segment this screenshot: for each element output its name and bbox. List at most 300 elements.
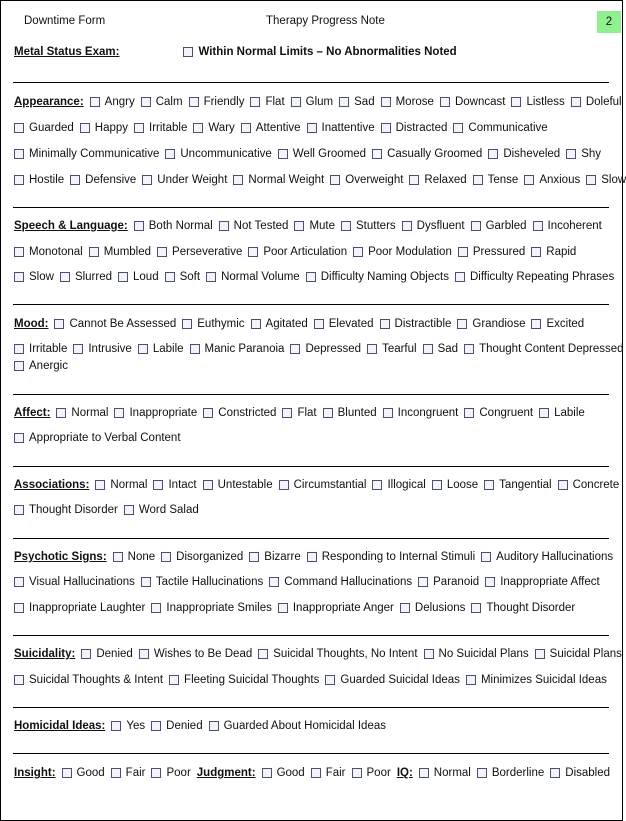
checkbox[interactable] [278, 149, 288, 159]
checkbox[interactable] [353, 247, 363, 257]
option-label: Irritable [149, 122, 188, 134]
checkbox[interactable] [142, 175, 152, 185]
checkbox[interactable] [314, 319, 324, 329]
checkbox[interactable] [138, 344, 148, 354]
checkbox[interactable] [432, 480, 442, 490]
option-good[interactable] [262, 767, 305, 779]
checkbox[interactable] [550, 768, 560, 778]
option-suicidal-plans[interactable] [535, 648, 622, 660]
option-sad[interactable] [339, 96, 374, 108]
option-loud[interactable] [118, 271, 159, 283]
divider [13, 394, 609, 395]
checkbox[interactable] [586, 175, 596, 185]
option-label: Garbled [485, 220, 527, 232]
checkbox[interactable] [307, 123, 317, 133]
option-dysfluent[interactable] [402, 220, 465, 232]
checkbox[interactable] [372, 480, 382, 490]
option-good[interactable] [62, 767, 105, 779]
option-distractible[interactable] [380, 318, 452, 330]
option-tactile-hallucinations[interactable] [141, 576, 263, 588]
checkbox[interactable] [294, 221, 304, 231]
option-doleful[interactable] [571, 96, 622, 108]
option-uncommunicative[interactable] [165, 148, 271, 160]
checkbox[interactable] [455, 272, 465, 282]
checkbox[interactable] [571, 97, 581, 107]
option-difficulty-naming-objects[interactable] [306, 271, 449, 283]
option-normal[interactable] [95, 479, 147, 491]
option-friendly[interactable] [189, 96, 245, 108]
option-thought-content-depressed[interactable] [464, 343, 623, 355]
option-label: Loose [446, 479, 479, 491]
option-intrusive[interactable] [73, 343, 131, 355]
option-label: Stutters [356, 220, 396, 232]
checkbox[interactable] [14, 123, 24, 133]
option-label: Tactile Hallucinations [155, 576, 264, 588]
option-paranoid[interactable] [418, 576, 479, 588]
checkbox[interactable] [14, 175, 24, 185]
option-downcast[interactable] [440, 96, 506, 108]
associations-label: Associations: [14, 479, 90, 491]
checkbox[interactable] [380, 319, 390, 329]
checkbox[interactable] [464, 344, 474, 354]
checkbox[interactable] [262, 768, 272, 778]
checkbox[interactable] [161, 552, 171, 562]
divider [13, 707, 609, 708]
checkbox[interactable] [241, 123, 251, 133]
option-attentive[interactable] [241, 122, 301, 134]
option-thought-disorder[interactable] [471, 602, 575, 614]
checkbox[interactable] [89, 247, 99, 257]
option-thought-disorder[interactable] [14, 504, 118, 516]
checkbox[interactable] [566, 149, 576, 159]
checkbox[interactable] [325, 675, 335, 685]
option-irritable[interactable] [134, 122, 187, 134]
checkbox[interactable] [70, 175, 80, 185]
checkbox[interactable] [457, 319, 467, 329]
option-label: Poor [366, 767, 391, 779]
option-denied[interactable] [151, 720, 202, 732]
option-perseverative[interactable] [157, 246, 242, 258]
option-excited[interactable] [531, 318, 584, 330]
checkbox[interactable] [307, 552, 317, 562]
option-normal[interactable] [419, 767, 471, 779]
option-denied[interactable] [81, 648, 132, 660]
option-constricted[interactable] [203, 407, 276, 419]
checkbox[interactable] [14, 577, 24, 587]
option-fleeting-suicidal-thoughts[interactable] [169, 674, 319, 686]
option-labile[interactable] [138, 343, 184, 355]
checkbox[interactable] [471, 221, 481, 231]
option-none[interactable] [113, 551, 156, 563]
checkbox[interactable] [14, 361, 24, 371]
option-yes[interactable] [111, 720, 145, 732]
option-normal[interactable] [56, 407, 108, 419]
option-guarded[interactable] [14, 122, 74, 134]
option-incongruent[interactable] [383, 407, 459, 419]
option-appropriate-to-verbal-content[interactable] [14, 432, 181, 444]
checkbox[interactable] [14, 149, 24, 159]
checkbox[interactable] [423, 344, 433, 354]
option-label: Sad [354, 96, 375, 108]
option-euthymic[interactable] [182, 318, 244, 330]
option-depressed[interactable] [290, 343, 361, 355]
option-tense[interactable] [473, 174, 519, 186]
checkbox[interactable] [60, 272, 70, 282]
option-label: Incoherent [547, 220, 602, 232]
checkbox[interactable] [290, 344, 300, 354]
checkbox[interactable] [402, 221, 412, 231]
checkbox[interactable] [157, 247, 167, 257]
option-stutters[interactable] [341, 220, 396, 232]
option-grandiose[interactable] [457, 318, 525, 330]
checkbox[interactable] [233, 175, 243, 185]
checkbox[interactable] [383, 408, 393, 418]
option-suicidal-thoughts-no-intent[interactable] [258, 648, 417, 660]
checkbox[interactable] [419, 768, 429, 778]
option-label: Labile [152, 343, 184, 355]
option-label: Perseverative [172, 246, 243, 258]
checkbox[interactable] [558, 480, 568, 490]
checkbox[interactable] [278, 603, 288, 613]
option-labile[interactable] [539, 407, 585, 419]
checkbox[interactable] [341, 221, 351, 231]
option-poor[interactable] [352, 767, 391, 779]
option-label: Denied [96, 648, 133, 660]
option-intact[interactable] [153, 479, 196, 491]
option-elevated[interactable] [314, 318, 374, 330]
checkbox[interactable] [209, 721, 219, 731]
option-inappropriate[interactable] [114, 407, 197, 419]
checkbox[interactable] [189, 97, 199, 107]
option-monotonal[interactable] [14, 246, 83, 258]
checkbox[interactable] [141, 577, 151, 587]
option-label: Uncommunicative [180, 148, 272, 160]
option-pressured[interactable] [458, 246, 525, 258]
option-label: Monotonal [29, 246, 83, 258]
option-well-groomed[interactable] [278, 148, 366, 160]
option-visual-hallucinations[interactable] [14, 576, 135, 588]
option-inappropriate-anger[interactable] [278, 602, 394, 614]
option-slurred[interactable] [60, 271, 112, 283]
option-normal-volume[interactable] [206, 271, 300, 283]
checkbox[interactable] [62, 768, 72, 778]
option-distracted[interactable] [381, 122, 448, 134]
checkbox[interactable] [409, 175, 419, 185]
checkbox[interactable] [311, 768, 321, 778]
option-listless[interactable] [511, 96, 564, 108]
option-label: Pressured [472, 246, 526, 258]
checkbox[interactable] [14, 247, 24, 257]
option-untestable[interactable] [203, 479, 273, 491]
option-calm[interactable] [141, 96, 183, 108]
form-label: Downtime Form [24, 15, 106, 27]
option-poor-modulation[interactable] [353, 246, 452, 258]
option-no-suicidal-plans[interactable] [424, 648, 529, 660]
checkbox[interactable] [151, 603, 161, 613]
checkbox[interactable] [139, 649, 149, 659]
option-delusions[interactable] [400, 602, 466, 614]
checkbox[interactable] [90, 97, 100, 107]
checkbox[interactable] [114, 408, 124, 418]
checkbox[interactable] [485, 577, 495, 587]
option-soft[interactable] [165, 271, 200, 283]
option-minimally-communicative[interactable] [14, 148, 159, 160]
option-label: Distractible [394, 318, 452, 330]
checkbox[interactable] [80, 123, 90, 133]
option-fair[interactable] [111, 767, 146, 779]
judgment-label: Judgment: [196, 767, 256, 779]
checkbox[interactable] [206, 272, 216, 282]
checkbox[interactable] [372, 149, 382, 159]
checkbox[interactable] [141, 97, 151, 107]
option-label: Attentive [255, 122, 301, 134]
option-inappropriate-laughter[interactable] [14, 602, 145, 614]
checkbox[interactable] [424, 649, 434, 659]
option-illogical[interactable] [372, 479, 425, 491]
checkbox[interactable] [251, 319, 261, 329]
checkbox[interactable] [111, 721, 121, 731]
option-happy[interactable] [80, 122, 128, 134]
option-command-hallucinations[interactable] [269, 576, 412, 588]
checkbox[interactable] [203, 480, 213, 490]
checkbox[interactable] [323, 408, 333, 418]
checkbox[interactable] [367, 344, 377, 354]
option-concrete[interactable] [558, 479, 620, 491]
option-label: Tearful [382, 343, 417, 355]
checkbox[interactable] [14, 433, 24, 443]
option-disorganized[interactable] [161, 551, 243, 563]
option-relaxed[interactable] [409, 174, 466, 186]
option-rapid[interactable] [531, 246, 576, 258]
checkbox[interactable] [14, 505, 24, 515]
option-manic-paranoia[interactable] [190, 343, 285, 355]
option-difficulty-repeating-phrases[interactable] [455, 271, 614, 283]
checkbox[interactable] [291, 97, 301, 107]
option-wary[interactable] [193, 122, 234, 134]
option-slow[interactable] [586, 174, 626, 186]
option-overweight[interactable] [330, 174, 403, 186]
option-flat[interactable] [282, 407, 316, 419]
checkbox[interactable] [183, 47, 193, 57]
checkbox[interactable] [418, 577, 428, 587]
option-label: Downcast [454, 96, 506, 108]
checkbox[interactable] [14, 344, 24, 354]
checkbox[interactable] [14, 272, 24, 282]
checkbox[interactable] [481, 552, 491, 562]
divider [13, 635, 609, 636]
option-label: Denied [166, 720, 203, 732]
checkbox[interactable] [258, 649, 268, 659]
option-label: Disorganized [176, 551, 244, 563]
option-sad[interactable] [423, 343, 458, 355]
speech-row [14, 220, 616, 232]
option-cannot-be-assessed[interactable] [54, 318, 176, 330]
option-shy[interactable] [566, 148, 601, 160]
checkbox[interactable] [531, 247, 541, 257]
checkbox[interactable] [524, 175, 534, 185]
checkbox[interactable] [134, 221, 144, 231]
mse-option[interactable] [183, 46, 456, 58]
checkbox[interactable] [535, 649, 545, 659]
checkbox[interactable] [113, 552, 123, 562]
option-word-salad[interactable] [124, 504, 199, 516]
checkbox[interactable] [95, 480, 105, 490]
option-communicative[interactable] [453, 122, 547, 134]
option-label: Grandiose [472, 318, 526, 330]
checkbox[interactable] [458, 247, 468, 257]
option-label: Paranoid [433, 576, 480, 588]
checkbox[interactable] [352, 768, 362, 778]
option-irritable[interactable] [14, 343, 67, 355]
option-mumbled[interactable] [89, 246, 151, 258]
checkbox[interactable] [111, 768, 121, 778]
option-hostile[interactable] [14, 174, 64, 186]
option-circumstantial[interactable] [279, 479, 367, 491]
affect-label: Affect: [14, 407, 51, 419]
checkbox[interactable] [118, 272, 128, 282]
checkbox[interactable] [248, 247, 258, 257]
option-label: Excited [546, 318, 585, 330]
checkbox[interactable] [533, 221, 543, 231]
option-label: Responding to Internal Stimuli [321, 551, 476, 563]
checkbox[interactable] [464, 408, 474, 418]
option-label: Listless [526, 96, 565, 108]
checkbox[interactable] [134, 123, 144, 133]
option-congruent[interactable] [464, 407, 533, 419]
checkbox[interactable] [339, 97, 349, 107]
option-under-weight[interactable] [142, 174, 227, 186]
option-tangential[interactable] [484, 479, 551, 491]
checkbox[interactable] [203, 408, 213, 418]
checkbox[interactable] [488, 149, 498, 159]
checkbox[interactable] [249, 552, 259, 562]
option-incoherent[interactable] [533, 220, 602, 232]
checkbox[interactable] [269, 577, 279, 587]
option-auditory-hallucinations[interactable] [481, 551, 613, 563]
option-flat[interactable] [250, 96, 284, 108]
option-label: Normal Volume [221, 271, 300, 283]
option-casually-groomed[interactable] [372, 148, 482, 160]
checkbox[interactable] [169, 675, 179, 685]
checkbox[interactable] [151, 721, 161, 731]
option-poor-articulation[interactable] [248, 246, 347, 258]
option-not-tested[interactable] [219, 220, 289, 232]
iq-label: IQ: [396, 767, 413, 779]
option-defensive[interactable] [70, 174, 136, 186]
option-wishes-to-be-dead[interactable] [139, 648, 252, 660]
option-guarded-suicidal-ideas[interactable] [325, 674, 460, 686]
option-normal-weight[interactable] [233, 174, 324, 186]
option-suicidal-thoughts-intent[interactable] [14, 674, 163, 686]
checkbox[interactable] [182, 319, 192, 329]
checkbox[interactable] [14, 603, 24, 613]
checkbox[interactable] [165, 272, 175, 282]
option-inattentive[interactable] [307, 122, 375, 134]
option-label: Fleeting Suicidal Thoughts [184, 674, 320, 686]
checkbox[interactable] [477, 768, 487, 778]
checkbox[interactable] [453, 123, 463, 133]
checkbox[interactable] [153, 480, 163, 490]
option-glum[interactable] [291, 96, 333, 108]
checkbox[interactable] [381, 97, 391, 107]
option-disabled[interactable] [550, 767, 610, 779]
checkbox[interactable] [279, 480, 289, 490]
checkbox[interactable] [330, 175, 340, 185]
checkbox[interactable] [14, 675, 24, 685]
checkbox[interactable] [190, 344, 200, 354]
option-label: Glum [305, 96, 334, 108]
checkbox[interactable] [440, 97, 450, 107]
option-label: Under Weight [157, 174, 228, 186]
checkbox[interactable] [531, 319, 541, 329]
checkbox[interactable] [471, 603, 481, 613]
checkbox[interactable] [466, 675, 476, 685]
option-label: Defensive [85, 174, 137, 186]
checkbox[interactable] [381, 123, 391, 133]
option-guarded-about-homicidal-ideas[interactable] [209, 720, 386, 732]
checkbox[interactable] [81, 649, 91, 659]
checkbox[interactable] [151, 768, 161, 778]
option-both-normal[interactable] [134, 220, 213, 232]
checkbox[interactable] [282, 408, 292, 418]
checkbox[interactable] [484, 480, 494, 490]
option-morose[interactable] [381, 96, 434, 108]
checkbox[interactable] [219, 221, 229, 231]
option-inappropriate-affect[interactable] [485, 576, 600, 588]
option-angry[interactable] [90, 96, 135, 108]
option-anxious[interactable] [524, 174, 580, 186]
option-tearful[interactable] [367, 343, 417, 355]
option-blunted[interactable] [323, 407, 377, 419]
option-label: Normal Weight [248, 174, 325, 186]
option-anergic[interactable] [14, 360, 68, 372]
mood-label: Mood: [14, 318, 49, 330]
checkbox[interactable] [193, 123, 203, 133]
option-poor[interactable] [151, 767, 190, 779]
option-bizarre[interactable] [249, 551, 300, 563]
checkbox[interactable] [124, 505, 134, 515]
option-label: Anergic [29, 360, 68, 372]
checkbox[interactable] [511, 97, 521, 107]
option-label: No Suicidal Plans [438, 648, 529, 660]
checkbox[interactable] [539, 408, 549, 418]
option-fair[interactable] [311, 767, 346, 779]
option-label: Inappropriate Smiles [166, 602, 272, 614]
option-agitated[interactable] [251, 318, 308, 330]
option-disheveled[interactable] [488, 148, 560, 160]
checkbox[interactable] [400, 603, 410, 613]
option-responding-to-internal-stimuli[interactable] [307, 551, 475, 563]
option-inappropriate-smiles[interactable] [151, 602, 271, 614]
speech-row [14, 271, 616, 283]
option-mute[interactable] [294, 220, 335, 232]
option-loose[interactable] [432, 479, 478, 491]
option-minimizes-suicidal-ideas[interactable] [466, 674, 607, 686]
checkbox[interactable] [165, 149, 175, 159]
appearance-row [14, 122, 616, 134]
checkbox[interactable] [306, 272, 316, 282]
option-garbled[interactable] [471, 220, 527, 232]
checkbox[interactable] [73, 344, 83, 354]
checkbox[interactable] [250, 97, 260, 107]
option-label: Inappropriate Laughter [29, 602, 146, 614]
option-borderline[interactable] [477, 767, 544, 779]
checkbox[interactable] [56, 408, 66, 418]
option-slow[interactable] [14, 271, 54, 283]
checkbox[interactable] [54, 319, 64, 329]
checkbox[interactable] [473, 175, 483, 185]
option-label: Word Salad [138, 504, 199, 516]
